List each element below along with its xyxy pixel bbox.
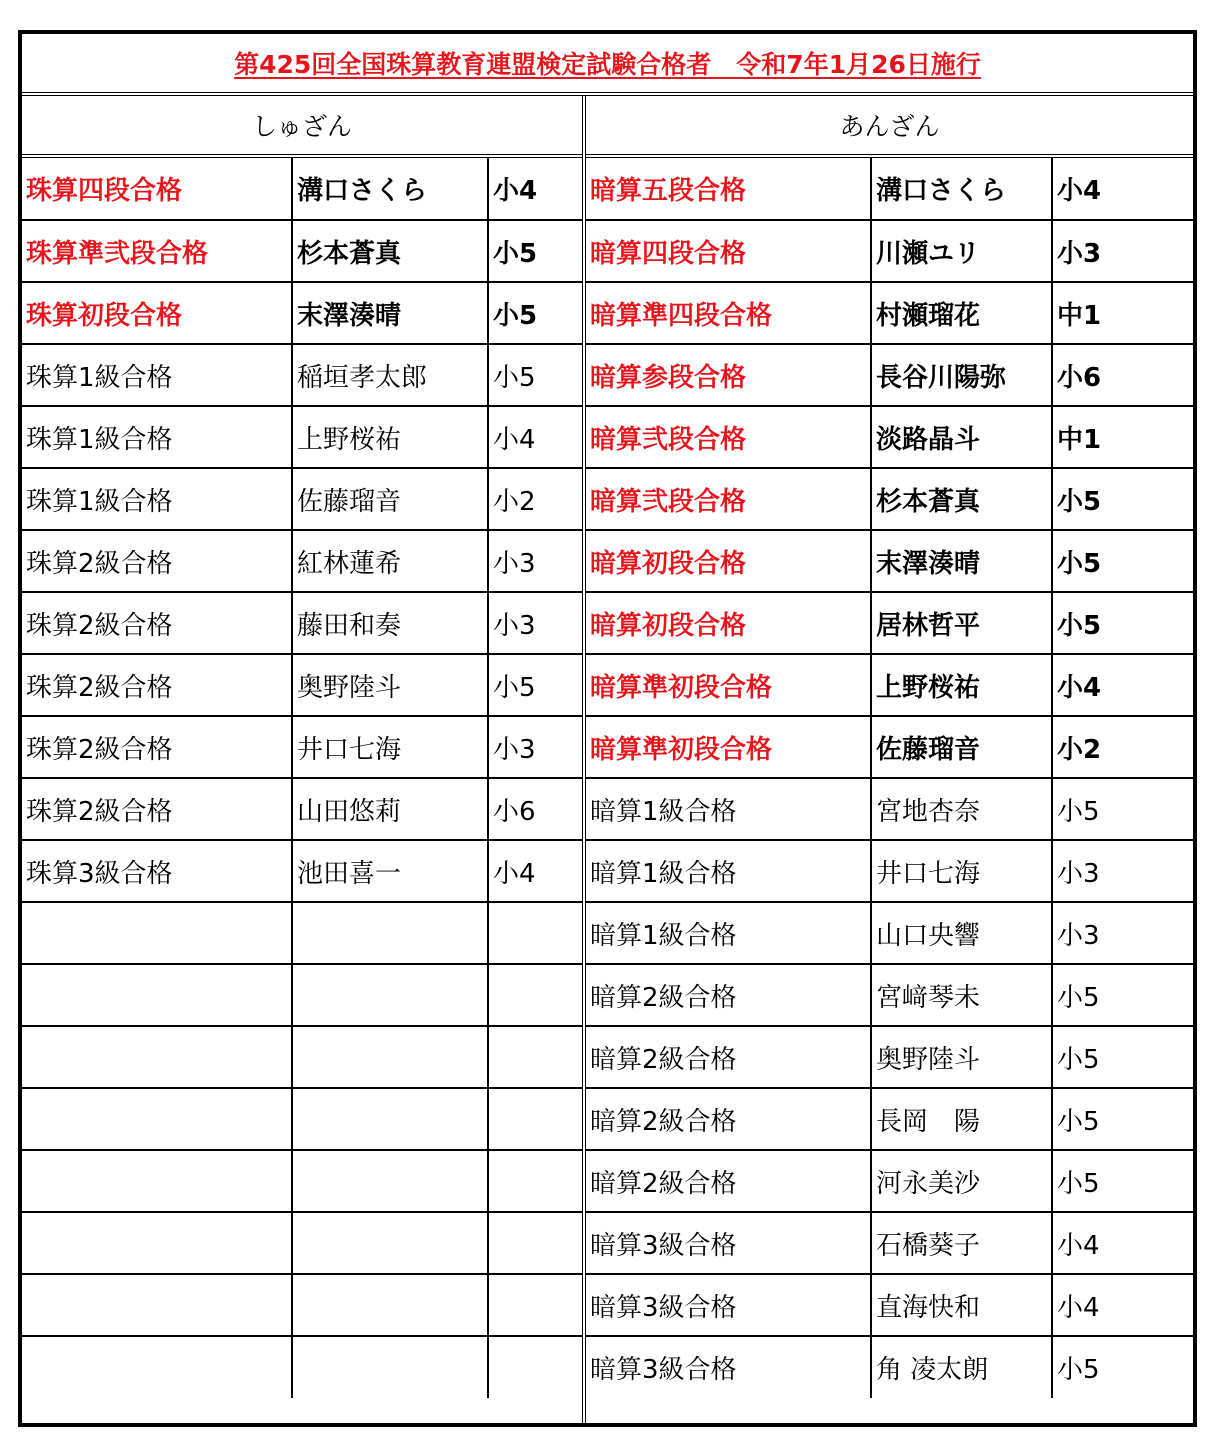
page-title: 第425回全国珠算教育連盟検定試験合格者 令和7年1月26日施行 — [234, 50, 981, 79]
shuzan-table-row — [22, 1274, 582, 1336]
shuzan-grade-cell — [22, 1274, 292, 1336]
shuzan-school-cell — [488, 1150, 582, 1212]
anzan-school-cell: 小5 — [1057, 1355, 1100, 1385]
anzan-school-cell: 小4 — [1052, 1274, 1193, 1336]
shuzan-school-cell: 小5 — [488, 344, 582, 406]
shuzan-school-cell — [488, 964, 582, 1026]
anzan-name-cell: 山口央響 — [871, 902, 1052, 964]
shuzan-name-cell — [292, 1088, 488, 1150]
shuzan-table — [22, 158, 582, 1398]
anzan-table-row — [586, 1336, 1193, 1398]
shuzan-header: しゅざん — [22, 96, 582, 158]
shuzan-name-cell — [292, 964, 488, 1026]
anzan-table-row — [586, 716, 1193, 778]
shuzan-grade-cell: 珠算2級合格 — [22, 530, 292, 592]
shuzan-table-row — [22, 964, 582, 1026]
shuzan-table-row — [22, 1336, 582, 1398]
shuzan-school-cell: 小3 — [488, 592, 582, 654]
shuzan-name-cell — [292, 1150, 488, 1212]
anzan-grade-cell: 暗算2級合格 — [586, 1150, 871, 1212]
anzan-school-cell: 小6 — [1052, 344, 1193, 406]
shuzan-table-row — [22, 1212, 582, 1274]
shuzan-school-cell: 小4 — [488, 840, 582, 902]
anzan-table-row — [586, 220, 1193, 282]
shuzan-name-cell: 稲垣孝太郎 — [292, 344, 488, 406]
shuzan-grade-cell: 珠算四段合格 — [22, 158, 292, 220]
shuzan-school-cell: 小3 — [488, 716, 582, 778]
anzan-grade-cell: 暗算初段合格 — [586, 530, 871, 592]
anzan-name-cell: 村瀬瑠花 — [871, 282, 1052, 344]
anzan-grade-cell: 暗算初段合格 — [586, 592, 871, 654]
anzan-school-cell: 小5 — [1052, 1026, 1193, 1088]
anzan-grade-cell: 暗算五段合格 — [586, 158, 871, 220]
shuzan-table-row — [22, 344, 582, 406]
shuzan-grade-cell: 珠算3級合格 — [22, 840, 292, 902]
anzan-grade-cell: 暗算準初段合格 — [586, 716, 871, 778]
anzan-table-row — [586, 778, 1193, 840]
anzan-table-row — [586, 1088, 1193, 1150]
anzan-name-cell: 川瀬ユリ — [871, 220, 1052, 282]
anzan-school-cell: 小5 — [1052, 1150, 1193, 1212]
anzan-grade-cell: 暗算弐段合格 — [586, 406, 871, 468]
shuzan-school-cell: 小6 — [488, 778, 582, 840]
anzan-grade-cell: 暗算四段合格 — [586, 220, 871, 282]
shuzan-name-cell: 上野桜祐 — [292, 406, 488, 468]
anzan-name-cell: 直海快和 — [871, 1274, 1052, 1336]
anzan-school-cell: 小4 — [1052, 654, 1193, 716]
shuzan-grade-cell: 珠算初段合格 — [22, 282, 292, 344]
shuzan-table-row — [22, 592, 582, 654]
anzan-name-cell: 河永美沙 — [871, 1150, 1052, 1212]
shuzan-grade-cell — [22, 1212, 292, 1274]
anzan-school-cell: 小5 — [1052, 530, 1193, 592]
shuzan-name-cell: 佐藤瑠音 — [292, 468, 488, 530]
shuzan-grade-cell: 珠算1級合格 — [22, 468, 292, 530]
anzan-table-row — [586, 282, 1193, 344]
shuzan-grade-cell — [22, 902, 292, 964]
shuzan-name-cell: 末澤湊晴 — [292, 282, 488, 344]
anzan-school-cell: 中1 — [1052, 406, 1193, 468]
shuzan-school-cell: 小2 — [488, 468, 582, 530]
anzan-table — [586, 158, 1193, 1398]
anzan-grade-cell: 暗算準初段合格 — [586, 654, 871, 716]
anzan-table-row — [586, 468, 1193, 530]
shuzan-school-cell: 小5 — [488, 654, 582, 716]
anzan-table-row — [586, 654, 1193, 716]
shuzan-grade-cell: 珠算2級合格 — [22, 778, 292, 840]
shuzan-grade-cell: 珠算1級合格 — [22, 406, 292, 468]
anzan-grade-cell: 暗算準四段合格 — [586, 282, 871, 344]
shuzan-school-cell: 小4 — [488, 406, 582, 468]
shuzan-school-cell — [488, 1088, 582, 1150]
shuzan-name-cell: 藤田和奏 — [292, 592, 488, 654]
shuzan-table-row — [22, 1088, 582, 1150]
shuzan-grade-cell: 珠算準弐段合格 — [22, 220, 292, 282]
shuzan-name-cell — [292, 1026, 488, 1088]
shuzan-name-cell: 井口七海 — [292, 716, 488, 778]
anzan-name-cell: 奥野陸斗 — [871, 1026, 1052, 1088]
anzan-table-row — [586, 964, 1193, 1026]
anzan-grade-cell: 暗算2級合格 — [586, 964, 871, 1026]
anzan-name-cell: 佐藤瑠音 — [871, 716, 1052, 778]
shuzan-table-row — [22, 1026, 582, 1088]
anzan-grade-cell: 暗算弐段合格 — [586, 468, 871, 530]
anzan-grade-cell: 暗算3級合格 — [586, 1274, 871, 1336]
anzan-panel — [582, 96, 1193, 1423]
shuzan-school-cell — [488, 1274, 582, 1336]
anzan-name-cell: 井口七海 — [871, 840, 1052, 902]
anzan-table-row — [586, 840, 1193, 902]
shuzan-name-cell: 奥野陸斗 — [292, 654, 488, 716]
anzan-name-cell: 宮﨑琴未 — [871, 964, 1052, 1026]
shuzan-grade-cell: 珠算2級合格 — [22, 716, 292, 778]
anzan-school-cell: 小5 — [1052, 468, 1193, 530]
anzan-school-cell: 小3 — [1052, 840, 1193, 902]
anzan-table-row — [586, 592, 1193, 654]
anzan-table-row — [586, 1150, 1193, 1212]
shuzan-name-cell — [292, 1336, 488, 1398]
anzan-school-cell: 小5 — [1052, 592, 1193, 654]
anzan-name-cell: 長谷川陽弥 — [871, 344, 1052, 406]
shuzan-name-cell — [292, 902, 488, 964]
shuzan-table-row — [22, 778, 582, 840]
anzan-table-row — [586, 902, 1193, 964]
anzan-table-row — [586, 406, 1193, 468]
anzan-grade-cell: 暗算参段合格 — [586, 344, 871, 406]
shuzan-school-cell: 小5 — [488, 282, 582, 344]
anzan-name-cell: 角 凌太朗 — [871, 1336, 1052, 1398]
shuzan-grade-cell — [22, 1336, 292, 1398]
anzan-header: あんざん — [586, 96, 1193, 158]
shuzan-name-cell: 紅林蓮希 — [292, 530, 488, 592]
shuzan-table-row — [22, 220, 582, 282]
anzan-table-row — [586, 530, 1193, 592]
anzan-school-cell: 小4 — [1052, 1212, 1193, 1274]
anzan-name-cell: 長岡 陽 — [871, 1088, 1052, 1150]
shuzan-table-row — [22, 406, 582, 468]
anzan-grade-cell: 暗算1級合格 — [586, 840, 871, 902]
shuzan-table-row — [22, 282, 582, 344]
anzan-table-row — [586, 1212, 1193, 1274]
shuzan-grade-cell — [22, 1088, 292, 1150]
anzan-grade-cell: 暗算2級合格 — [586, 1088, 871, 1150]
anzan-table-row — [586, 1026, 1193, 1088]
anzan-school-cell: 小3 — [1052, 902, 1193, 964]
anzan-grade-cell: 暗算1級合格 — [586, 778, 871, 840]
anzan-school-cell: 小2 — [1052, 716, 1193, 778]
anzan-grade-cell: 暗算1級合格 — [586, 902, 871, 964]
anzan-table-row — [586, 1274, 1193, 1336]
anzan-school-cell: 小5 — [1052, 778, 1193, 840]
shuzan-school-cell — [488, 1336, 582, 1398]
anzan-school-cell: 小5 — [1052, 964, 1193, 1026]
shuzan-table-row — [22, 840, 582, 902]
anzan-name-cell: 杉本蒼真 — [871, 468, 1052, 530]
anzan-name-cell: 居林哲平 — [871, 592, 1052, 654]
shuzan-table-row — [22, 158, 582, 220]
shuzan-name-cell: 池田喜一 — [292, 840, 488, 902]
shuzan-school-cell: 小4 — [488, 158, 582, 220]
anzan-grade-cell: 暗算3級合格 — [586, 1212, 871, 1274]
shuzan-grade-cell — [22, 1150, 292, 1212]
shuzan-table-row — [22, 468, 582, 530]
shuzan-panel — [22, 96, 582, 1423]
shuzan-name-cell: 杉本蒼真 — [292, 220, 488, 282]
shuzan-grade-cell: 珠算1級合格 — [22, 344, 292, 406]
anzan-name-cell: 石橋葵子 — [871, 1212, 1052, 1274]
shuzan-grade-cell — [22, 964, 292, 1026]
shuzan-name-cell — [292, 1274, 488, 1336]
shuzan-school-cell — [488, 1026, 582, 1088]
shuzan-table-row — [22, 530, 582, 592]
shuzan-school-cell — [488, 1212, 582, 1274]
anzan-name-cell: 溝口さくら — [871, 158, 1052, 220]
anzan-name-cell: 宮地杏奈 — [871, 778, 1052, 840]
results-sheet — [18, 30, 1197, 1427]
anzan-table-row — [586, 158, 1193, 220]
shuzan-name-cell: 山田悠莉 — [292, 778, 488, 840]
shuzan-name-cell: 溝口さくら — [292, 158, 488, 220]
anzan-grade-cell: 暗算3級合格 — [586, 1336, 871, 1398]
shuzan-table-row — [22, 1150, 582, 1212]
shuzan-table-row — [22, 716, 582, 778]
shuzan-grade-cell: 珠算2級合格 — [22, 654, 292, 716]
anzan-grade-cell: 暗算2級合格 — [586, 1026, 871, 1088]
shuzan-grade-cell: 珠算2級合格 — [22, 592, 292, 654]
anzan-name-cell: 上野桜祐 — [871, 654, 1052, 716]
anzan-name-cell: 淡路晶斗 — [871, 406, 1052, 468]
shuzan-school-cell: 小3 — [488, 530, 582, 592]
shuzan-table-row — [22, 902, 582, 964]
anzan-school-cell: 小4 — [1052, 158, 1193, 220]
shuzan-school-cell: 小5 — [488, 220, 582, 282]
anzan-name-cell: 末澤湊晴 — [871, 530, 1052, 592]
shuzan-table-row — [22, 654, 582, 716]
anzan-school-cell: 小5 — [1052, 1088, 1193, 1150]
title-bar — [22, 34, 1193, 96]
shuzan-grade-cell — [22, 1026, 292, 1088]
anzan-school-cell: 小3 — [1052, 220, 1193, 282]
shuzan-name-cell — [292, 1212, 488, 1274]
anzan-school-cell: 中1 — [1052, 282, 1193, 344]
shuzan-school-cell — [488, 902, 582, 964]
anzan-table-row — [586, 344, 1193, 406]
